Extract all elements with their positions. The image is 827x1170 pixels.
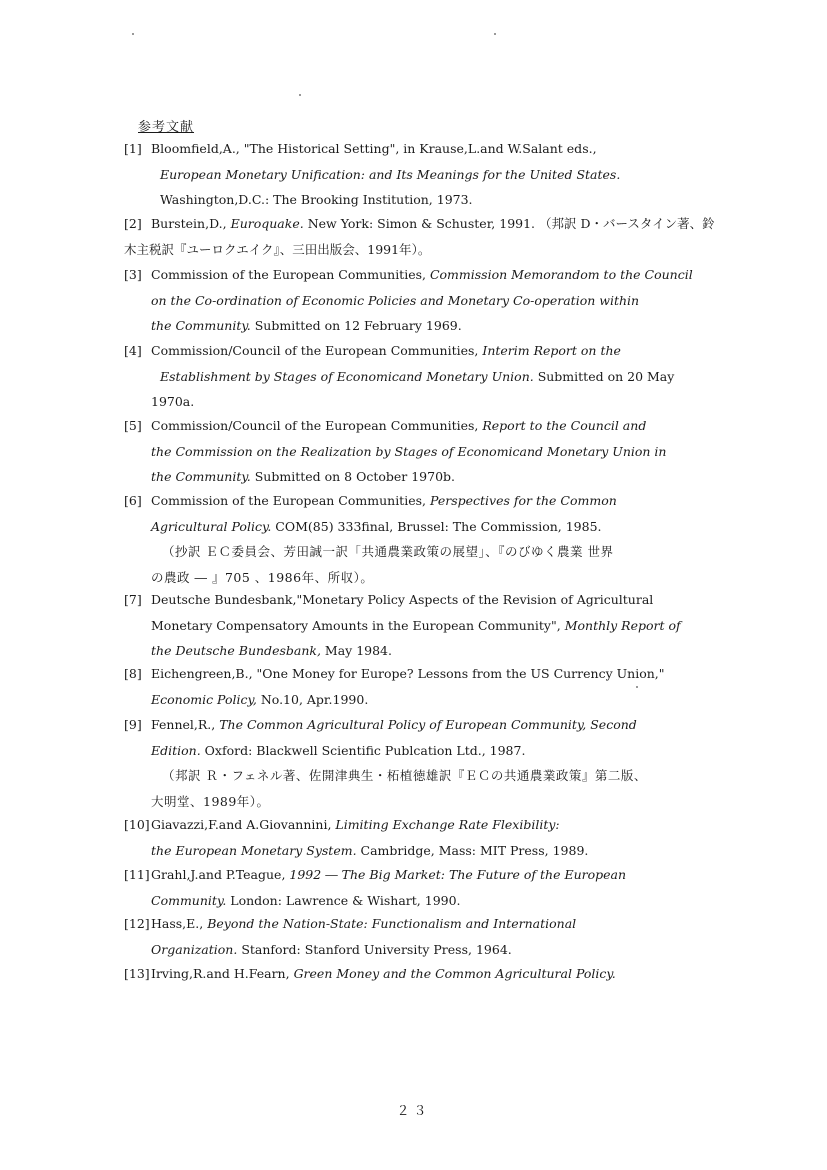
reference-title: Report to the Council and xyxy=(482,418,647,433)
reference-entry xyxy=(124,413,724,490)
reference-text: の農政 ― 』705 、1986年、所収）。 xyxy=(151,569,374,585)
reference-title: 1992 ― The Big Market: The Future of the European xyxy=(289,867,627,882)
reference-text: Oxford: Blackwell Scientific Publcation Ltd., 1987. xyxy=(200,742,526,758)
reference-number: [8] xyxy=(124,666,142,681)
reference-title: the Community. xyxy=(151,318,251,333)
reference-title: on the Co-ordination of Economic Policies and Monetary Co-operation within xyxy=(151,292,640,308)
reference-entry xyxy=(124,712,724,814)
scan-speck xyxy=(132,33,134,35)
reference-text: Deutsche Bundesbank,"Monetary Policy Aspects of the Revision of Agricultural xyxy=(151,592,654,607)
page-number: ２３ xyxy=(396,1104,431,1119)
reference-title: European Monetary Unification: and Its Meanings for the United States. xyxy=(160,166,621,182)
reference-number: [13] xyxy=(124,966,150,981)
reference-title: Agricultural Policy. xyxy=(151,518,272,534)
reference-text: No.10, Apr.1990. xyxy=(256,691,369,707)
reference-text: Cambridge, Mass: MIT Press, 1989. xyxy=(356,842,589,858)
scan-speck xyxy=(494,33,496,35)
reference-title: Community. xyxy=(151,892,227,908)
reference-number: [6] xyxy=(124,493,142,508)
reference-entry xyxy=(124,911,724,962)
reference-title: Commission Memorandom to the Council xyxy=(429,267,693,282)
reference-title: Organization. xyxy=(151,941,238,957)
reference-text: Stanford: Stanford University Press, 1964. xyxy=(237,941,512,957)
reference-title: the Deutsche Bundesbank, xyxy=(151,643,321,658)
reference-text: London: Lawrence & Wishart, 1990. xyxy=(226,892,461,908)
reference-text: 大明堂、1989年）。 xyxy=(151,793,270,809)
reference-title: Limiting Exchange Rate Flexibility: xyxy=(335,817,560,832)
reference-text: Commission of the European Communities, xyxy=(151,267,430,282)
reference-title: the European Monetary System. xyxy=(151,842,357,858)
reference-title: Euroquake. xyxy=(230,216,304,231)
reference-title: Perspectives for the Common xyxy=(429,493,617,508)
reference-number: [2] xyxy=(124,216,142,231)
reference-title: the Community. xyxy=(151,469,251,484)
reference-number: [3] xyxy=(124,267,142,282)
reference-text: Submitted on 12 February 1969. xyxy=(250,318,462,333)
reference-text: COM(85) 333final, Brussel: The Commission, 1985. xyxy=(271,518,602,534)
reference-entry xyxy=(124,338,724,415)
reference-title: the Commission on the Realization by Stages of Economicand Monetary Union in xyxy=(151,443,667,459)
reference-text: Irving,R.and H.Fearn, xyxy=(151,966,294,981)
reference-text: （抄訳 ＥＣ委員会、芳田誠一訳「共通農業政策の展望」、『のびゆく農業 世界 xyxy=(162,544,614,559)
reference-text: Washington,D.C.: The Brooking Institution, 1973. xyxy=(160,192,473,207)
reference-entry xyxy=(124,488,724,590)
reference-text: New York: Simon & Schuster, 1991. （邦訳 D・バースタイン著、鈴木主税訳『ユーロクエイク』、三田出版会、1991年）。 xyxy=(124,216,715,257)
reference-number: [4] xyxy=(124,343,142,358)
reference-text: Fennel,R., xyxy=(151,717,220,732)
reference-text: Grahl,J.and P.Teague, xyxy=(151,867,290,882)
references-heading: 参考文献 xyxy=(138,120,195,135)
reference-entry xyxy=(124,211,724,262)
reference-number: [1] xyxy=(124,141,142,156)
reference-text: Commission/Council of the European Communities, xyxy=(151,418,483,433)
reference-number: [9] xyxy=(124,717,142,732)
scan-speck xyxy=(299,94,301,96)
reference-entry xyxy=(124,961,724,987)
reference-text: Eichengreen,B., "One Money for Europe? Lessons from the US Currency Union," xyxy=(151,666,665,681)
reference-text: May 1984. xyxy=(320,643,392,658)
reference-entry xyxy=(124,661,724,712)
reference-entry xyxy=(124,812,724,863)
reference-text: Bloomfield,A., "The Historical Setting", in Krause,L.and W.Salant eds., xyxy=(151,141,597,156)
reference-text: Submitted on 8 October 1970b. xyxy=(250,469,456,484)
reference-text: Giavazzi,F.and A.Giovannini, xyxy=(151,817,336,832)
reference-entry xyxy=(124,262,724,339)
reference-entry xyxy=(124,136,724,213)
reference-title: Green Money and the Common Agricultural Policy. xyxy=(293,966,616,981)
reference-title: Monthly Report of xyxy=(564,617,681,633)
reference-number: [12] xyxy=(124,916,150,931)
reference-number: [11] xyxy=(124,867,150,882)
reference-number: [5] xyxy=(124,418,142,433)
reference-title: Beyond the Nation-State: Functionalism and International xyxy=(207,916,577,931)
reference-text: Hass,E., xyxy=(151,916,208,931)
reference-title: Establishment by Stages of Economicand Monetary Union. xyxy=(160,368,534,384)
reference-text: Burstein,D., xyxy=(151,216,231,231)
reference-text: Commission of the European Communities, xyxy=(151,493,430,508)
reference-number: [7] xyxy=(124,592,142,607)
reference-entry xyxy=(124,587,724,664)
reference-title: Edition. xyxy=(151,742,201,758)
reference-title: Economic Policy, xyxy=(151,691,257,707)
reference-title: The Common Agricultural Policy of European Community, Second xyxy=(219,717,637,732)
reference-text: Monetary Compensatory Amounts in the European Community", xyxy=(151,617,565,633)
reference-text: （邦訳 Ｒ・フェネル著、佐開津典生・柘植徳雄訳『ＥＣの共通農業政策』第二版、 xyxy=(162,768,647,783)
reference-title: Interim Report on the xyxy=(482,343,621,358)
reference-text: 1970a. xyxy=(151,394,195,409)
reference-entry xyxy=(124,862,724,913)
reference-text: Commission/Council of the European Communities, xyxy=(151,343,483,358)
reference-number: [10] xyxy=(124,817,150,832)
reference-text: Submitted on 20 May xyxy=(533,368,675,384)
